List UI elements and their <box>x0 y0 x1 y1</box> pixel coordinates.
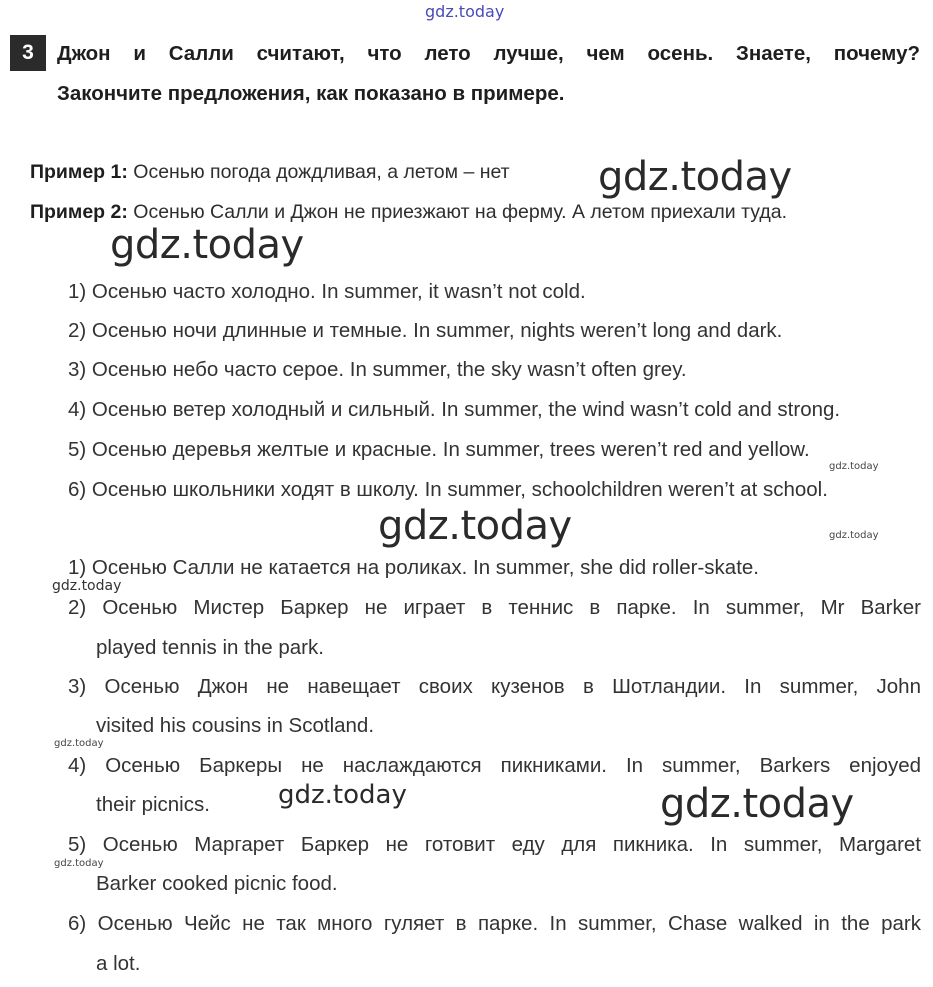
watermark-large-1: gdz.today <box>598 154 792 200</box>
part2-item-3-line1: 3) Осенью Джон не навещает своих кузенов в Шотландии. In summer, John <box>68 675 921 698</box>
part2-item-2-line1: 2) Осенью Мистер Баркер не играет в теннис в парке. In summer, Mr Barker <box>68 596 921 619</box>
watermark-large-2: gdz.today <box>110 222 304 268</box>
part1-item-3: 3) Осенью небо часто серое. In summer, the sky wasn’t often grey. <box>68 358 687 381</box>
example-1-text: Осенью погода дождливая, а летом – нет <box>127 161 510 183</box>
watermark-large-3: gdz.today <box>378 503 572 549</box>
part1-item-6: 6) Осенью школьники ходят в школу. In summer, schoolchildren weren’t at school. <box>68 478 828 501</box>
task-instruction-line2: Закончите предложения, как показано в примере. <box>57 82 565 105</box>
part2-item-1: 1) Осенью Салли не катается на роликах. In summer, she did roller-skate. <box>68 556 759 579</box>
task-number-badge: 3 <box>10 35 46 71</box>
part2-item-6-line2: a lot. <box>96 952 141 975</box>
watermark-mid-1: gdz.today <box>278 780 407 810</box>
watermark-large-4: gdz.today <box>660 781 854 827</box>
part2-item-5-line2: Barker cooked picnic food. <box>96 872 338 895</box>
part2-item-2-line2: played tennis in the park. <box>96 636 324 659</box>
part2-item-5-line1: 5) Осенью Маргарет Баркер не готовит еду для пикника. In summer, Margaret <box>68 833 921 856</box>
watermark-tiny-2: gdz.today <box>829 530 879 541</box>
watermark-top: gdz.today <box>425 2 505 21</box>
watermark-tiny-4: gdz.today <box>54 858 104 869</box>
part1-item-1: 1) Осенью часто холодно. In summer, it wasn’t not cold. <box>68 280 586 303</box>
watermark-tiny-1: gdz.today <box>829 461 879 472</box>
watermark-tiny-3: gdz.today <box>54 738 104 749</box>
part1-item-5: 5) Осенью деревья желтые и красные. In summer, trees weren’t red and yellow. <box>68 438 810 461</box>
part2-item-4-line2: their picnics. <box>96 793 210 816</box>
watermark-small-1: gdz.today <box>52 578 122 594</box>
part1-item-4: 4) Осенью ветер холодный и сильный. In summer, the wind wasn’t cold and strong. <box>68 398 841 421</box>
example-2-text: Осенью Салли и Джон не приезжают на ферму. А летом приехали туда. <box>127 201 788 223</box>
example-2 <box>30 201 787 224</box>
part2-item-4-line1: 4) Осенью Баркеры не наслаждаются пикниками. In summer, Barkers enjoyed <box>68 754 921 777</box>
example-1 <box>30 161 510 184</box>
example-2-label: Пример 2: <box>30 201 128 223</box>
example-1-label: Пример 1: <box>30 161 128 183</box>
part2-item-3-line2: visited his cousins in Scotland. <box>96 714 375 737</box>
task-instruction-line1: Джон и Салли считают, что лето лучше, чем осень. Знаете, почему? <box>57 42 920 65</box>
part1-item-2: 2) Осенью ночи длинные и темные. In summer, nights weren’t long and dark. <box>68 319 783 342</box>
part2-item-6-line1: 6) Осенью Чейс не так много гуляет в парке. In summer, Chase walked in the park <box>68 912 921 935</box>
